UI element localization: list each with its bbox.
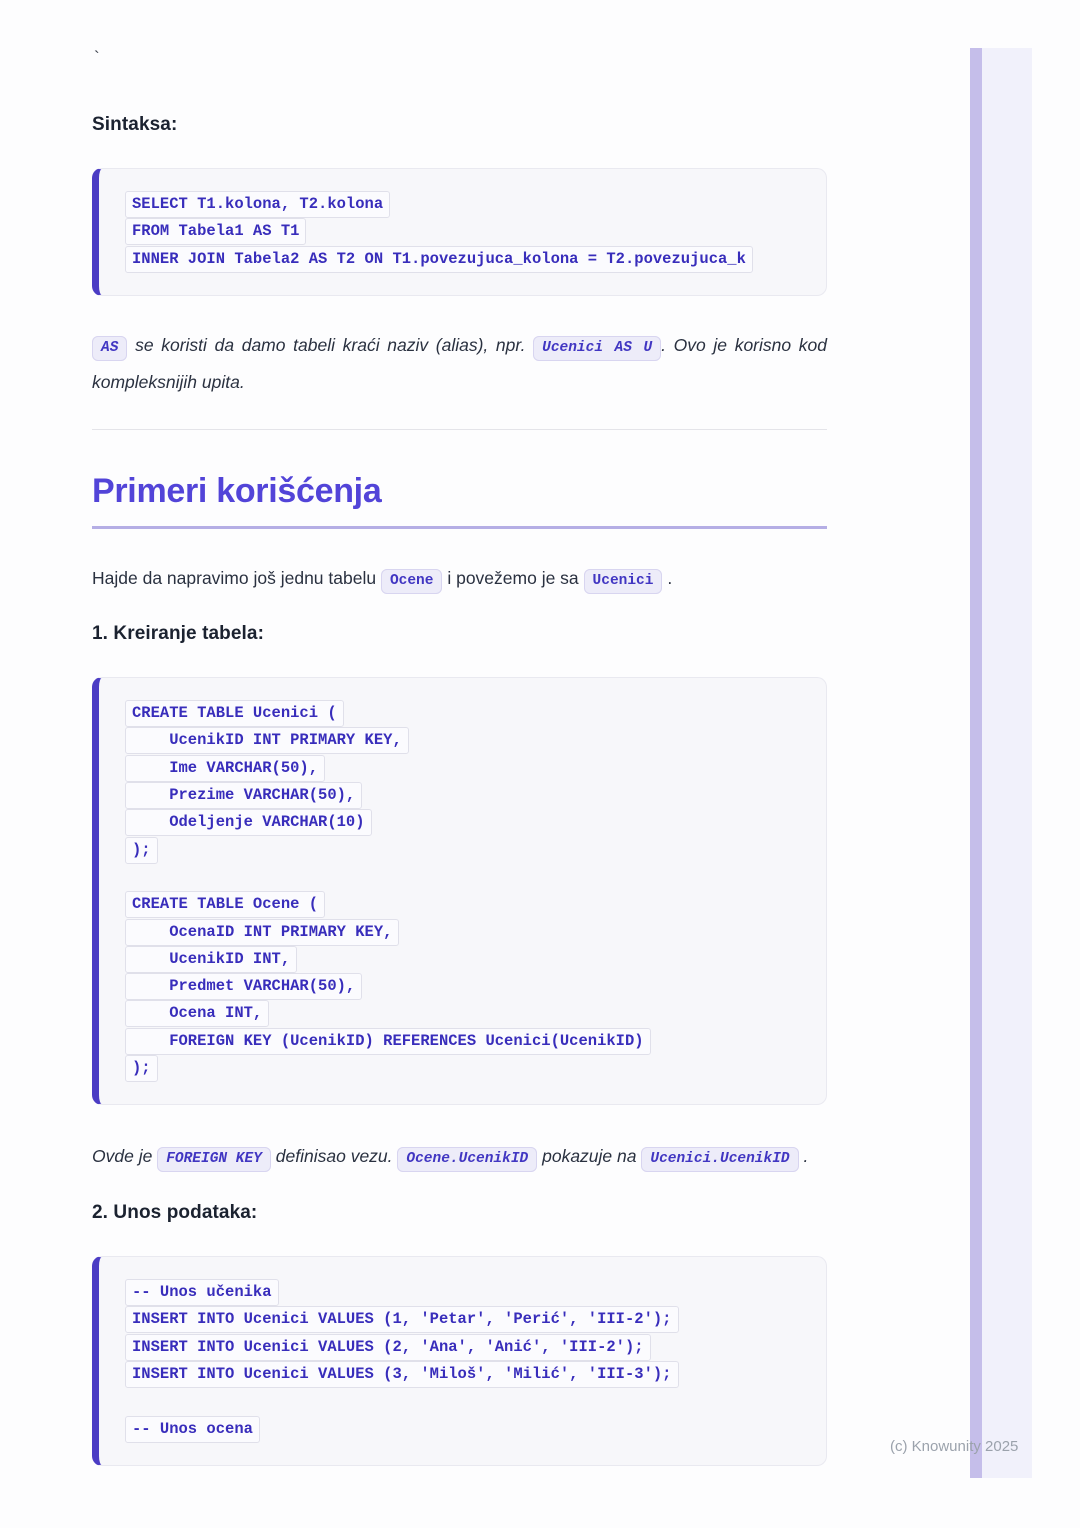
code-line	[125, 973, 826, 1000]
code-line-text: -- Unos učenika	[125, 1279, 279, 1306]
paragraph-text: se koristi da damo tabeli kraći naziv (alias), npr.	[135, 334, 526, 355]
code-line-text: FROM Tabela1 AS T1	[125, 218, 306, 245]
stray-backtick-text: `	[94, 48, 100, 67]
code-line-text: UcenikID INT PRIMARY KEY,	[125, 727, 409, 754]
paragraph-text: definisao vezu.	[275, 1146, 393, 1167]
code-line-text: CREATE TABLE Ocene (	[125, 891, 325, 918]
code-line	[125, 218, 826, 245]
inline-code-chip: Ocene.UcenikID	[397, 1147, 537, 1172]
code-line-text: FOREIGN KEY (UcenikID) REFERENCES Ucenici(UcenikID)	[125, 1028, 651, 1055]
code-line-text: INSERT INTO Ucenici VALUES (2, 'Ana', 'Anić', 'III-2');	[125, 1334, 651, 1361]
code-line	[125, 782, 826, 809]
code-block-insert-data	[92, 1256, 827, 1466]
paragraph-text: .	[667, 568, 673, 589]
code-line-text: INNER JOIN Tabela2 AS T2 ON T1.povezujuca_kolona = T2.povezujuca_k	[125, 246, 753, 273]
code-line-text: Odeljenje VARCHAR(10)	[125, 809, 372, 836]
code-line-text: Prezime VARCHAR(50),	[125, 782, 362, 809]
paragraph-text: pokazuje na	[542, 1146, 637, 1167]
section-heading-sintaksa: Sintaksa:	[92, 114, 178, 135]
code-line-text: UcenikID INT,	[125, 946, 297, 973]
paragraph-text: . Ovo je korisno kod kompleksnijih upita.	[92, 334, 827, 392]
inline-code-chip: Ucenici AS U	[533, 336, 661, 361]
paragraph-text: i povežemo je sa	[447, 568, 579, 589]
code-line	[125, 246, 826, 273]
code-line	[125, 1279, 826, 1306]
code-line-text: OcenaID INT PRIMARY KEY,	[125, 919, 399, 946]
code-line	[125, 809, 826, 836]
next-page-edge	[970, 48, 1032, 1478]
paragraph-foreign-key-note	[92, 1138, 827, 1175]
inline-code-chip: Ocene	[381, 569, 443, 594]
code-line	[125, 1416, 826, 1443]
code-line	[125, 191, 826, 218]
code-line	[125, 755, 826, 782]
code-line	[125, 1306, 826, 1333]
code-line-text: CREATE TABLE Ucenici (	[125, 700, 344, 727]
paragraph-text: Ovde je	[92, 1146, 153, 1167]
code-line-text: INSERT INTO Ucenici VALUES (1, 'Petar', 'Perić', 'III-2');	[125, 1306, 679, 1333]
code-line	[125, 946, 826, 973]
code-block-create-tables	[92, 677, 827, 1105]
page-title: Primeri korišćenja	[92, 472, 827, 529]
code-line	[125, 727, 826, 754]
paragraph-alias-note	[92, 327, 827, 401]
section-heading-unos: 2. Unos podataka:	[92, 1202, 258, 1224]
code-line-text: INSERT INTO Ucenici VALUES (3, 'Miloš', 'Milić', 'III-3');	[125, 1361, 679, 1388]
document-page	[92, 0, 827, 1466]
code-line	[125, 891, 826, 918]
code-line-text: Predmet VARCHAR(50),	[125, 973, 362, 1000]
code-line-text: );	[125, 837, 158, 864]
code-line	[125, 1028, 826, 1055]
code-line	[125, 1000, 826, 1027]
code-line	[125, 1388, 826, 1415]
section-heading-kreiranje: 1. Kreiranje tabela:	[92, 623, 265, 645]
inline-code-chip: FOREIGN KEY	[157, 1147, 271, 1172]
watermark: (c) Knowunity 2025	[890, 1438, 1019, 1455]
code-line	[125, 837, 826, 864]
code-line	[125, 1334, 826, 1361]
code-line	[125, 919, 826, 946]
code-line	[125, 864, 826, 891]
code-line-text: );	[125, 1055, 158, 1082]
code-line	[125, 1361, 826, 1388]
inline-code-chip: Ucenici	[584, 569, 663, 594]
code-line-text: SELECT T1.kolona, T2.kolona	[125, 191, 390, 218]
page-bottom-margin	[0, 1478, 1080, 1528]
code-line-text: Ocena INT,	[125, 1000, 269, 1027]
divider	[92, 429, 827, 430]
code-block-syntax	[92, 168, 827, 296]
paragraph-text: .	[803, 1146, 809, 1167]
inline-code-chip: Ucenici.UcenikID	[641, 1147, 798, 1172]
code-line-text: Ime VARCHAR(50),	[125, 755, 325, 782]
inline-code-chip: AS	[92, 336, 127, 361]
code-line	[125, 700, 826, 727]
code-line	[125, 1055, 826, 1082]
paragraph-text: Hajde da napravimo još jednu tabelu	[92, 568, 377, 589]
code-line-text: -- Unos ocena	[125, 1416, 260, 1443]
paragraph-intro	[92, 560, 827, 597]
